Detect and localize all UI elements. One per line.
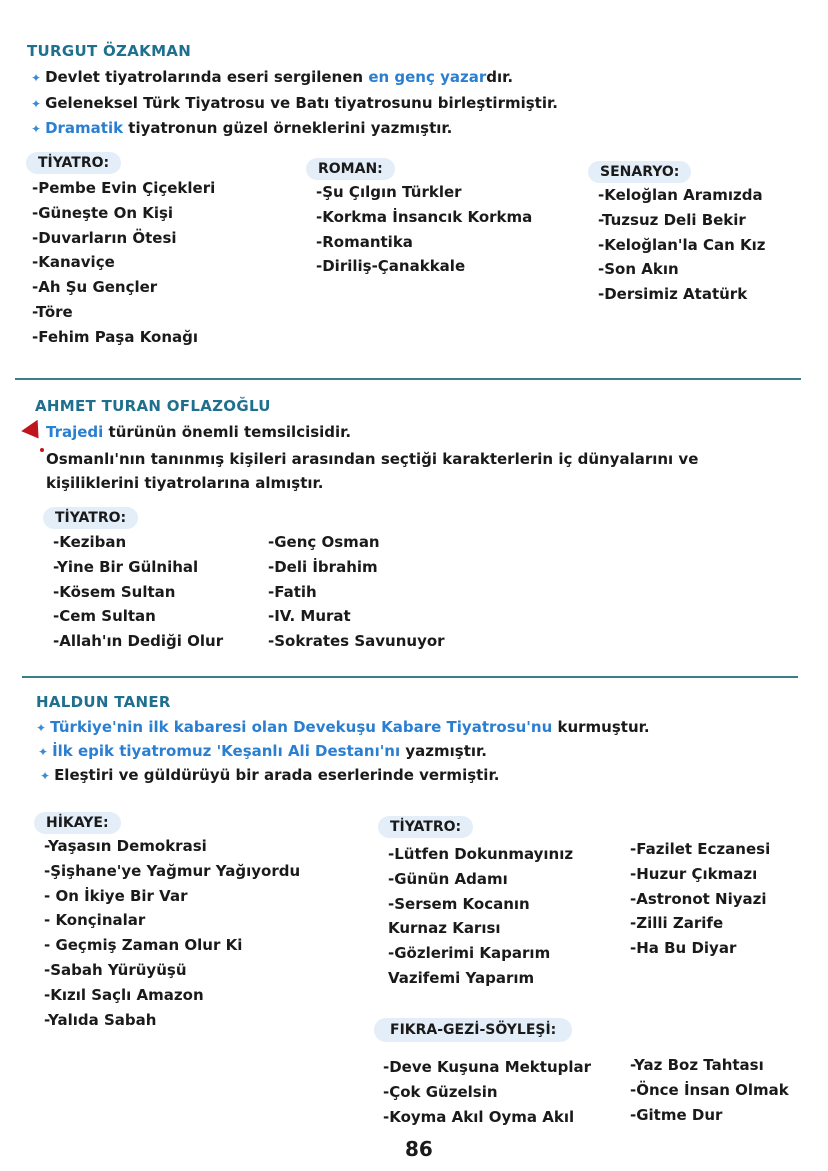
bullet-icon: ✦ <box>40 769 51 783</box>
list-item: -Yaşasın Demokrasi <box>44 837 207 855</box>
bullet-icon: ✦ <box>38 745 49 759</box>
section-label: SENARYO: <box>588 161 691 183</box>
list-item: -Koyma Akıl Oyma Akıl <box>383 1107 575 1126</box>
haldun-tiyatro-col1 <box>388 842 573 991</box>
bullet-ahmet-1 <box>46 423 351 441</box>
bullet-haldun-2 <box>38 742 487 760</box>
bullet-icon: ✦ <box>31 97 42 111</box>
list-item: -Diriliş-Çanakkale <box>316 257 466 276</box>
haldun-tiyatro-section <box>378 816 473 838</box>
bullet-text: türünün önemli temsilcisidir. <box>103 423 352 441</box>
list-item: -Sersem Kocanın <box>388 894 530 913</box>
section-label: TİYATRO: <box>378 816 473 838</box>
list-item: -Sokrates Savunuyor <box>268 632 445 651</box>
list-item: -Astronot Niyazi <box>630 889 767 908</box>
list-item: -Şu Çılgın Türkler <box>316 183 462 201</box>
bullet-turgut-1 <box>31 68 513 86</box>
list-item: -Kanaviçe <box>32 253 115 272</box>
list-item: -Gitme Dur <box>630 1105 723 1124</box>
list-item: -Şişhane'ye Yağmur Yağıyordu <box>44 861 301 880</box>
ahmet-tiyatro-col1 <box>53 530 223 654</box>
haldun-fikra-section <box>374 1018 572 1042</box>
list-item: -Son Akın <box>598 260 679 279</box>
list-item: -Allah'ın Dediği Olur <box>53 632 224 651</box>
list-item: -Dersimiz Atatürk <box>598 285 748 304</box>
list-item: -Genç Osman <box>268 533 380 551</box>
bullet-ahmet-2-line1: Osmanlı'nın tanınmış kişileri arasından seçtiği karakterlerin iç dünyalarını ve <box>46 450 699 468</box>
red-dot-icon <box>40 448 44 452</box>
bullet-text: Geleneksel Türk Tiyatrosu ve Batı tiyatrosunu birleştirmiştir. <box>45 94 558 112</box>
bullet-turgut-2 <box>31 94 558 112</box>
list-item: -Korkma İnsancık Korkma <box>316 207 533 226</box>
list-item: Kurnaz Karısı <box>388 919 501 938</box>
ahmet-tiyatro-section <box>43 507 138 529</box>
list-item: -Romantika <box>316 232 413 251</box>
list-item: -Kösem Sultan <box>53 582 176 601</box>
ahmet-tiyatro-col2 <box>268 530 445 654</box>
list-item: -Günün Adamı <box>388 869 508 888</box>
author-heading-haldun: HALDUN TANER <box>36 693 171 711</box>
list-item: -Önce İnsan Olmak <box>630 1080 789 1099</box>
list-item: -Deve Kuşuna Mektuplar <box>383 1058 592 1076</box>
list-item: -Fehim Paşa Konağı <box>32 327 199 346</box>
turgut-tiyatro-section <box>26 152 215 350</box>
section-divider <box>15 378 801 380</box>
list-item: -Fatih <box>268 582 317 601</box>
highlight-text: en genç yazar <box>368 68 487 86</box>
list-item: -Keloğlan Aramızda <box>598 186 763 204</box>
list-item: -Yalıda Sabah <box>44 1010 157 1029</box>
bullet-icon: ✦ <box>31 71 42 85</box>
bullet-haldun-1 <box>36 718 650 736</box>
bullet-haldun-3 <box>40 766 499 784</box>
list-item: -Lütfen Dokunmayınız <box>388 845 574 863</box>
section-label: ROMAN: <box>306 158 395 180</box>
list-item: -IV. Murat <box>268 607 351 626</box>
section-label: TİYATRO: <box>43 507 138 529</box>
highlight-text: İlk epik tiyatromuz 'Keşanlı Ali Destanı'nı <box>52 742 401 760</box>
bullet-text: yazmıştır. <box>400 742 487 760</box>
list-item: - Konçinalar <box>44 911 146 930</box>
section-label: HİKAYE: <box>34 812 121 834</box>
red-marker-icon <box>21 420 47 445</box>
haldun-tiyatro-col2 <box>630 837 770 961</box>
section-label: FIKRA-GEZİ-SÖYLEŞİ: <box>374 1018 572 1042</box>
list-item: -Deli İbrahim <box>268 557 378 576</box>
list-item: -Fazilet Eczanesi <box>630 840 771 858</box>
list-item: -Huzur Çıkmazı <box>630 864 758 883</box>
section-divider <box>22 676 798 678</box>
list-item: -Yine Bir Gülnihal <box>53 557 199 576</box>
list-item: -Keziban <box>53 533 127 551</box>
author-heading-turgut: TURGUT ÖZAKMAN <box>27 42 192 60</box>
list-item: -Tuzsuz Deli Bekir <box>598 210 746 229</box>
author-heading-ahmet: AHMET TURAN OFLAZOĞLU <box>35 397 271 415</box>
list-item: -Keloğlan'la Can Kız <box>598 235 766 254</box>
list-item: -Gözlerimi Kaparım <box>388 944 551 963</box>
list-item: -Duvarların Ötesi <box>32 228 177 247</box>
haldun-fikra-col2 <box>630 1053 789 1127</box>
highlight-text: Türkiye'nin ilk kabaresi olan Devekuşu Kabare Tiyatrosu'nu <box>50 718 553 736</box>
list-item: -Ah Şu Gençler <box>32 278 158 297</box>
section-label: TİYATRO: <box>26 152 121 174</box>
list-item: -Güneşte On Kişi <box>32 203 174 222</box>
list-item: -Sabah Yürüyüşü <box>44 960 187 979</box>
list-item: - On İkiye Bir Var <box>44 886 188 905</box>
bullet-text: tiyatronun güzel örneklerini yazmıştır. <box>123 119 453 137</box>
turgut-roman-section <box>306 158 532 279</box>
list-item: - Geçmiş Zaman Olur Ki <box>44 936 243 955</box>
bullet-text: Devlet tiyatrolarında eseri sergilenen <box>45 68 369 86</box>
bullet-text: Eleştiri ve güldürüyü bir arada eserlerinde vermiştir. <box>54 766 500 784</box>
bullet-ahmet-2-line2: kişiliklerini tiyatrolarına almıştır. <box>46 474 324 492</box>
list-item: -Çok Güzelsin <box>383 1082 498 1101</box>
bullet-icon: ✦ <box>31 122 42 136</box>
haldun-fikra-col1 <box>383 1055 591 1129</box>
list-item: Vazifemi Yaparım <box>388 968 535 987</box>
highlight-text: Trajedi <box>46 423 104 441</box>
list-item: -Zilli Zarife <box>630 914 724 933</box>
bullet-text: dır. <box>486 68 514 86</box>
haldun-hikaye-section <box>34 812 300 1032</box>
list-item: -Pembe Evin Çiçekleri <box>32 179 216 197</box>
list-item: -Cem Sultan <box>53 607 156 626</box>
turgut-senaryo-section <box>588 161 766 307</box>
list-item: -Yaz Boz Tahtası <box>630 1056 764 1074</box>
list-item: -Kızıl Saçlı Amazon <box>44 985 204 1004</box>
list-item: -Töre <box>32 302 73 321</box>
page-number: 86 <box>405 1137 433 1161</box>
highlight-text: Dramatik <box>45 119 124 137</box>
bullet-icon: ✦ <box>36 721 47 735</box>
list-item: -Ha Bu Diyar <box>630 939 737 958</box>
bullet-turgut-3 <box>31 119 452 137</box>
bullet-text: kurmuştur. <box>552 718 650 736</box>
